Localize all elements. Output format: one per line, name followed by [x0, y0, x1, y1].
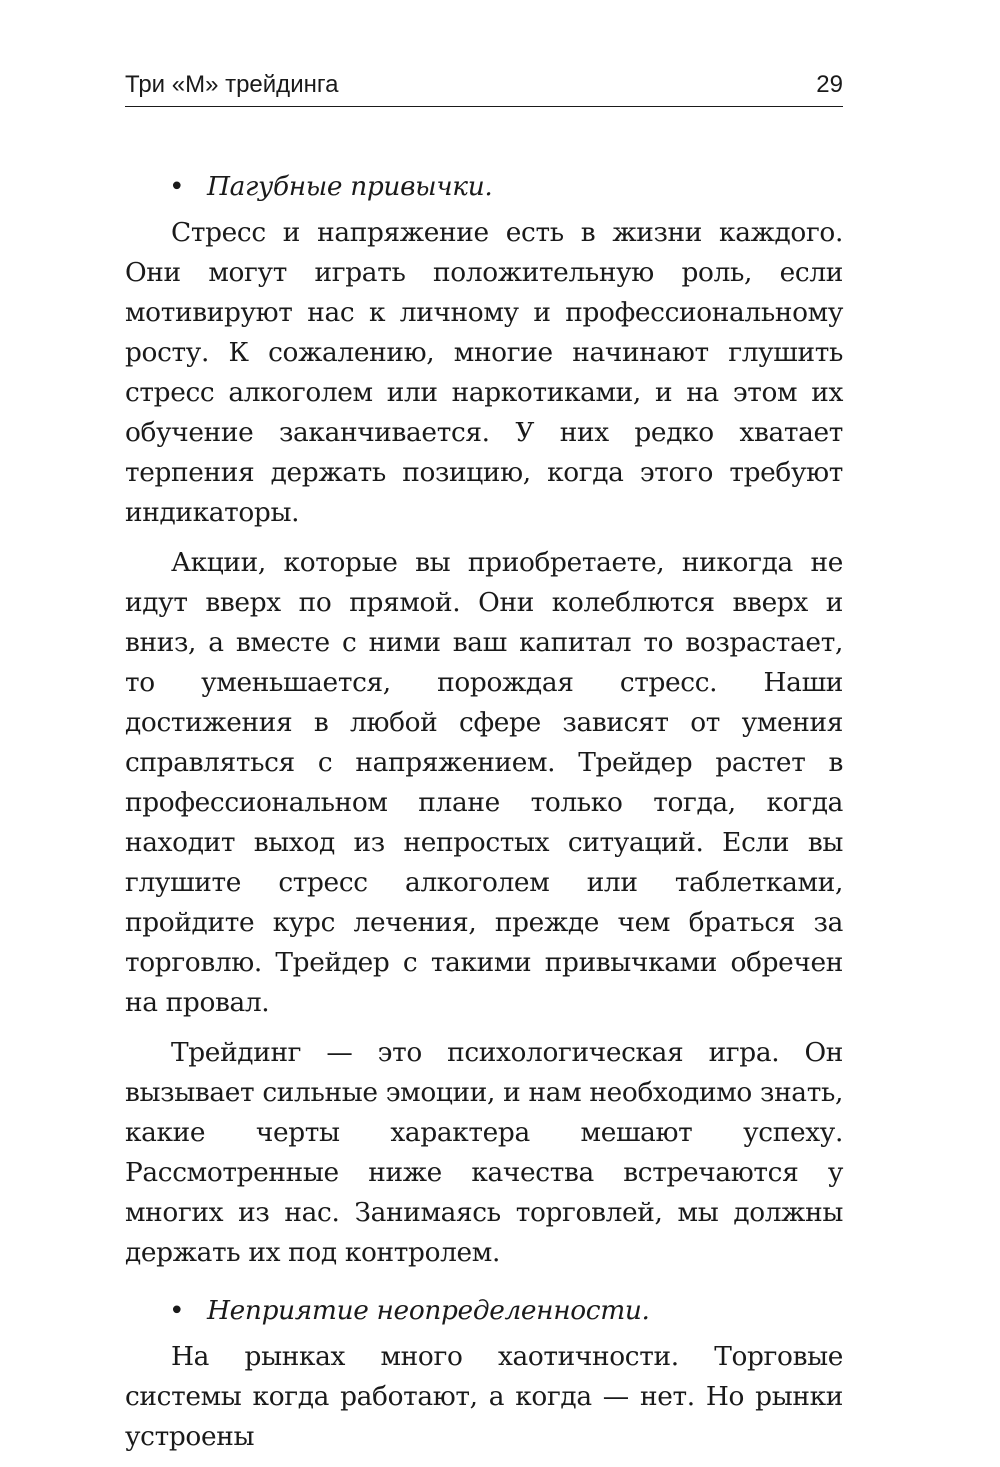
bullet-item-bad-habits	[125, 167, 843, 207]
bullet-item-uncertainty	[125, 1291, 843, 1331]
bullet-marker: •	[169, 1295, 185, 1326]
bullet-text: Пагубные привычки.	[207, 171, 493, 202]
paragraph: Стресс и напряжение есть в жизни каждого. Они могут играть положительную роль, если мотивируют нас к личному и профессиональному росту. К сожалению, многие начинают глушить стресс алкоголем или наркотиками, и на этом их обучение заканчивается. У них редко хватает терпения держать позицию, когда этого требуют индикаторы.	[125, 217, 843, 528]
page-number: 29	[816, 71, 843, 98]
paragraph: На рынках много хаотичности. Торговые системы когда работают, а когда — нет. Но рынки устроены	[125, 1341, 843, 1452]
running-title: Три «М» трейдинга	[125, 71, 339, 98]
paragraph: Акции, которые вы приобретаете, никогда не идут вверх по прямой. Они колеблются вверх и вниз, а вместе с ними ваш капитал то возрастает, то уменьшается, порождая стресс. Наши достижения в любой сфере зависят от умения справляться с напряжением. Трейдер растет в профессиональном плане только тогда, когда находит выход из непростых ситуаций. Если вы глушите стресс алкоголем или таблетками, пройдите курс лечения, прежде чем браться за торговлю. Трейдер с такими привычками обречен на провал.	[125, 547, 843, 1018]
running-head	[125, 66, 843, 107]
bullet-marker: •	[169, 171, 185, 202]
page-body	[125, 167, 843, 1467]
bullet-text: Неприятие неопределенности.	[207, 1295, 650, 1326]
paragraph: Трейдинг — это психологическая игра. Он вызывает сильные эмоции, и нам необходимо знать, какие черты характера мешают успеху. Рассмотренные ниже качества встречаются у многих из нас. Занимаясь торговлей, мы должны держать их под контролем.	[125, 1037, 843, 1268]
